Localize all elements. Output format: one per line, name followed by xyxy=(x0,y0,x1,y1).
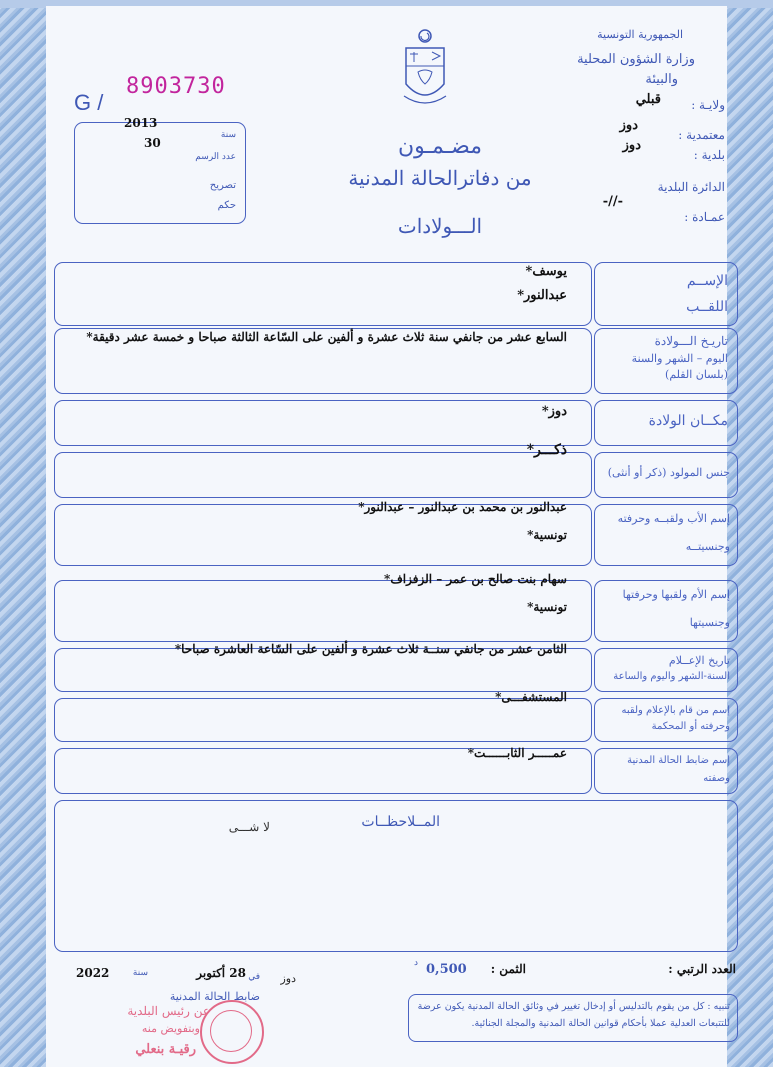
stamp-line3: رقيـة بنعلي xyxy=(135,1042,196,1057)
ministry-line1: وزارة الشؤون المحلية xyxy=(577,52,695,67)
birth-date-label3: (بلسان القلم) xyxy=(665,368,728,381)
wilaya-value: قبلي xyxy=(635,92,661,107)
sex-label: جنس المولود (ذكر أو أنثى) xyxy=(607,466,730,479)
declaration-date-value: الثامن عشر من جانفي سنــة ثلاث عشرة و ألفين على السّاعة العاشرة صباحا* xyxy=(174,642,567,656)
decorative-border-left xyxy=(0,0,46,1067)
daira-value: -//- xyxy=(602,194,623,209)
price-value: 0,500 xyxy=(426,962,467,977)
declarant-label2: وحرفته أو المحكمة xyxy=(651,721,730,732)
motamadia-value: دوز xyxy=(619,118,638,133)
place-value: دوز xyxy=(280,972,296,985)
republic-label: الجمهورية التونسية xyxy=(597,28,683,41)
registry-declaration-label: تصريح xyxy=(209,180,236,191)
officer-value: عمـــــر الثابــــــت* xyxy=(467,746,567,760)
declaration-date-label2: السنة-الشهر واليوم والساعة xyxy=(613,671,730,682)
omada-label: عمـادة : xyxy=(684,210,725,224)
registry-judgment-label: حكم xyxy=(217,200,236,211)
mother-value-box xyxy=(54,580,592,642)
sex-value-box xyxy=(54,452,592,498)
title-civil-registry: من دفاترالحالة المدنية xyxy=(348,166,532,190)
year-label: سنة xyxy=(132,968,148,978)
declaration-date-label1: تاريخ الإعــلام xyxy=(668,654,730,667)
tunisia-coat-of-arms-icon xyxy=(400,26,450,112)
mother-label1: إسم الأم ولقبها وحرفتها xyxy=(622,588,730,601)
name-label: الإســم xyxy=(686,273,728,289)
daira-label: الدائرة البلدية xyxy=(657,180,725,194)
registry-number-value: 30 xyxy=(144,136,161,150)
baladia-value: دوز xyxy=(622,138,641,153)
declarant-value: المستشفـــى* xyxy=(495,690,567,704)
father-label1: إسم الأب ولقبــه وحرفته xyxy=(617,512,730,525)
mother-value: سهام بنت صالح بن عمر – الزفزاف* xyxy=(384,572,567,586)
place-prefix: في xyxy=(248,972,260,982)
surname-value: عبدالنور* xyxy=(517,288,567,303)
name-value: يوسف* xyxy=(525,264,567,279)
mother-label2: وجنسيتها xyxy=(689,616,730,629)
stamp-line1: عن رئيس البلدية xyxy=(127,1004,210,1018)
motamadia-label: معتمدية : xyxy=(678,128,725,142)
stamp-line2: وبتفويض منه xyxy=(141,1022,200,1035)
birth-date-label2: اليوم – الشهر والسنة xyxy=(631,352,728,365)
father-nationality: تونسية* xyxy=(527,528,567,542)
officer-title: ضابط الحالة المدنية xyxy=(169,990,260,1003)
officer-label2: وصفته xyxy=(703,773,730,784)
price-unit: د xyxy=(414,958,419,968)
official-seal-inner xyxy=(210,1010,252,1052)
declarant-value-box xyxy=(54,698,592,742)
name-value-box xyxy=(54,262,592,326)
title-births: الـــولادات xyxy=(397,214,483,238)
serial-prefix: G / xyxy=(74,90,104,115)
serial-number: 8903730 xyxy=(126,74,226,99)
declarant-label1: إسم من قام بالإعلام ولقبه xyxy=(621,705,730,716)
wilaya-label: ولايـة : xyxy=(691,98,725,112)
registry-year-label: سنة xyxy=(220,130,236,140)
year-value: 2022 xyxy=(76,966,110,980)
birth-place-value: دوز* xyxy=(541,404,567,419)
mother-nationality: تونسية* xyxy=(527,600,567,614)
officer-label1: إسم ضابط الحالة المدنية xyxy=(627,755,730,766)
warning-text: تنبيه : كل من يقوم بالتدليس أو إدخال تغيير في وثائق الحالة المدنية يكون عرضة للتتبعات العدلية عملا بأحكام قوانين الحالة المدنية والمجلة الجنائية. xyxy=(417,1001,730,1029)
father-label2: وجنسيتــه xyxy=(685,540,730,553)
registry-year-value: 2013 xyxy=(124,116,158,130)
remarks-label: المــلاحظــات xyxy=(361,814,440,830)
birth-place-value-box xyxy=(54,400,592,446)
sex-value: ذكـــر* xyxy=(526,442,567,458)
ministry-line2: والبيئة xyxy=(645,72,678,87)
surname-label: اللقــب xyxy=(686,299,728,315)
serial-label: العدد الرتبي : xyxy=(668,962,736,976)
remarks-value: لا شـــى xyxy=(228,820,270,834)
birth-date-value: السابع عشر من جانفي سنة ثلاث عشرة و ألفين على السّاعة الثالثة صباحا و خمسة عشر دقيقة* xyxy=(86,330,567,344)
baladia-label: بلدية : xyxy=(693,148,725,162)
registry-number-label: عدد الرسم xyxy=(195,152,236,162)
father-value: عبدالنور بن محمد بن عبدالنور – عبدالنور* xyxy=(358,500,567,514)
birth-date-label1: تاريـخ الـــولادة xyxy=(654,334,728,348)
price-label: الثمن : xyxy=(490,962,526,976)
title-extract: مضـمـون xyxy=(398,134,482,159)
date-value: 28 أكتوبر xyxy=(196,966,246,980)
birth-place-label: مكــان الولادة xyxy=(648,413,728,429)
